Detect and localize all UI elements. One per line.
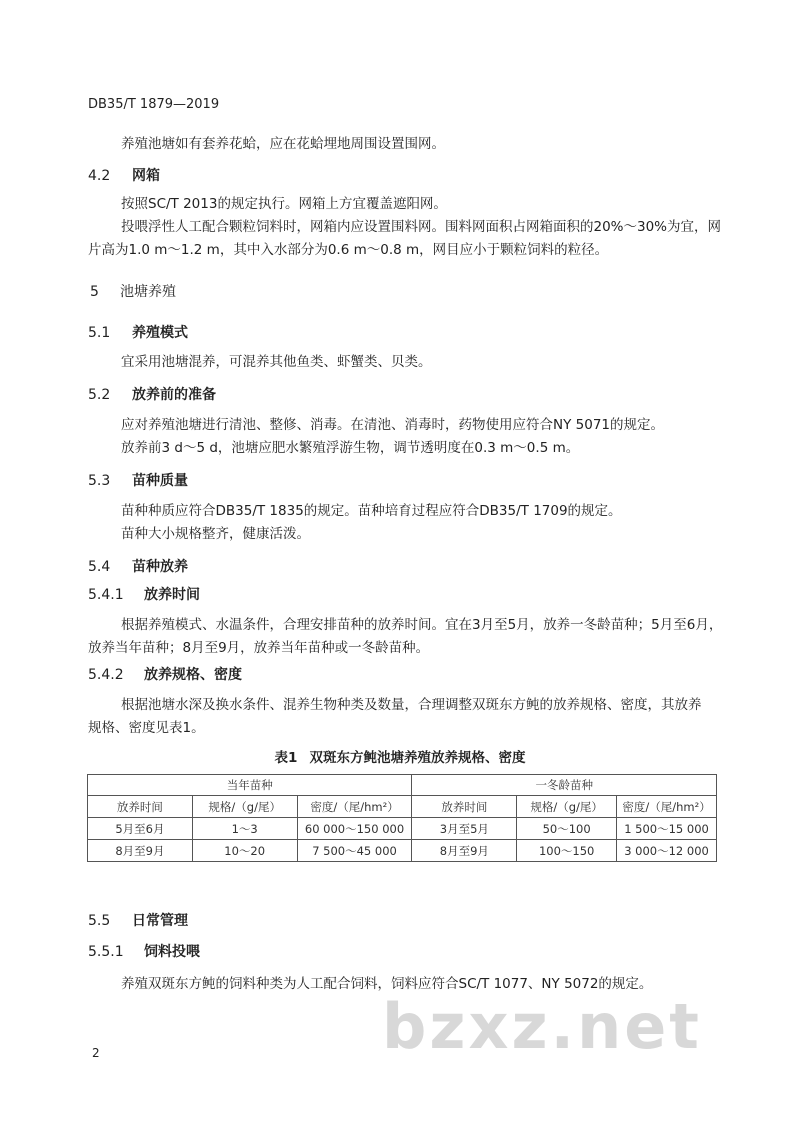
section-heading-4-2: [88, 165, 160, 185]
section-title: 饲料投喂: [144, 944, 200, 960]
table-caption-label: 表1: [274, 750, 298, 766]
section-title: 日常管理: [132, 913, 188, 929]
section-number: 5.4: [88, 559, 111, 575]
table-cell: 100～150: [517, 840, 617, 862]
table-group-header-row: [88, 775, 717, 796]
table-cell: 50～100: [517, 818, 617, 840]
table-cell: 8月至9月: [412, 840, 517, 862]
paragraph-5-4-2-line1: 根据池塘水深及换水条件、混养生物种类及数量，合理调整双斑东方鲀的放养规格、密度，其放养: [121, 697, 702, 713]
paragraph-4-2-a: 按照SC/T 2013的规定执行。网箱上方宜覆盖遮阳网。: [121, 196, 447, 212]
section-heading-5-2: [88, 384, 216, 404]
section-number: 5.5.1: [88, 944, 124, 960]
paragraph-5-3-a: 苗种种质应符合DB35/T 1835的规定。苗种培育过程应符合DB35/T 1709的规定。: [121, 503, 622, 519]
paragraph-5-4-2-line2: 规格、密度见表1。: [88, 720, 205, 736]
watermark: bzxz.net: [382, 990, 702, 1063]
table-cell: 3 000～12 000: [617, 840, 717, 862]
paragraph-5-1: 宜采用池塘混养，可混养其他鱼类、虾蟹类、贝类。: [121, 354, 432, 370]
column-header: 放养时间: [88, 796, 193, 818]
section-heading-5-5-1: [88, 941, 200, 961]
table-caption: [0, 746, 800, 766]
page-number: 2: [92, 1046, 100, 1060]
table-cell: 1～3: [192, 818, 297, 840]
section-number: 5.2: [88, 387, 111, 403]
section-title: 放养时间: [144, 587, 200, 603]
section-heading-5-5: [88, 910, 188, 930]
table-row: [88, 818, 717, 840]
table-cell: 5月至6月: [88, 818, 193, 840]
standard-code: DB35/T 1879—2019: [88, 97, 220, 112]
section-title: 养殖模式: [132, 325, 188, 341]
section-title: 网箱: [132, 168, 160, 184]
group-header-current-year: 当年苗种: [88, 775, 412, 796]
table-cell: 1 500～15 000: [617, 818, 717, 840]
section-heading-5-3: [88, 470, 188, 490]
paragraph-5-5-1: 养殖双斑东方鲀的饲料种类为人工配合饲料，饲料应符合SC/T 1077、NY 5072的规定。: [121, 976, 653, 992]
table-cell: 7 500～45 000: [297, 840, 412, 862]
section-title: 苗种质量: [132, 473, 188, 489]
section-number: 5.3: [88, 473, 111, 489]
section-title: 池塘养殖: [120, 284, 176, 300]
section-heading-5-1: [88, 322, 188, 342]
column-header: 规格/（g/尾）: [517, 796, 617, 818]
paragraph-5-4-1-line1: 根据养殖模式、水温条件，合理安排苗种的放养时间。宜在3月至5月，放养一冬龄苗种；5月至6月，: [121, 617, 723, 633]
paragraph-4-2-b-line1: 投喂浮性人工配合颗粒饲料时，网箱内应设置围料网。围料网面积占网箱面积的20%～30%为宜，网: [121, 219, 722, 235]
table-cell: 10～20: [192, 840, 297, 862]
group-header-one-winter: 一冬龄苗种: [412, 775, 717, 796]
chapter-heading-5: [90, 281, 176, 301]
stocking-table: [87, 774, 717, 862]
section-heading-5-4-2: [88, 664, 242, 684]
table-cell: 3月至5月: [412, 818, 517, 840]
section-number: 5.4.2: [88, 667, 124, 683]
column-header: 放养时间: [412, 796, 517, 818]
column-header: 规格/（g/尾）: [192, 796, 297, 818]
paragraph-5-2-a: 应对养殖池塘进行清池、整修、消毒。在清池、消毒时，药物使用应符合NY 5071的规定。: [121, 417, 664, 433]
table-cell: 60 000～150 000: [297, 818, 412, 840]
section-number: 5.4.1: [88, 587, 124, 603]
section-title: 放养规格、密度: [144, 667, 242, 683]
paragraph-5-4-1-line2: 放养当年苗种；8月至9月，放养当年苗种或一冬龄苗种。: [88, 640, 430, 656]
table-caption-title: 双斑东方鲀池塘养殖放养规格、密度: [309, 750, 526, 766]
section-number: 4.2: [88, 168, 111, 184]
section-heading-5-4: [88, 556, 188, 576]
paragraph-5-2-b: 放养前3 d～5 d，池塘应肥水繁殖浮游生物，调节透明度在0.3 m～0.5 m。: [121, 440, 580, 456]
column-header: 密度/（尾/hm²）: [617, 796, 717, 818]
section-number: 5.1: [88, 325, 111, 341]
table-row: [88, 840, 717, 862]
section-heading-5-4-1: [88, 584, 200, 604]
section-number: 5.5: [88, 913, 111, 929]
table-column-header-row: [88, 796, 717, 818]
section-number: 5: [90, 284, 99, 300]
paragraph-4-2-b-line2: 片高为1.0 m～1.2 m，其中入水部分为0.6 m～0.8 m，网目应小于颗粒饲料的粒径。: [88, 242, 609, 258]
paragraph-5-3-b: 苗种大小规格整齐，健康活泼。: [121, 526, 310, 542]
section-title: 苗种放养: [132, 559, 188, 575]
column-header: 密度/（尾/hm²）: [297, 796, 412, 818]
paragraph-intro: 养殖池塘如有套养花蛤，应在花蛤埋地周围设置围网。: [121, 136, 445, 152]
table-cell: 8月至9月: [88, 840, 193, 862]
section-title: 放养前的准备: [132, 387, 216, 403]
